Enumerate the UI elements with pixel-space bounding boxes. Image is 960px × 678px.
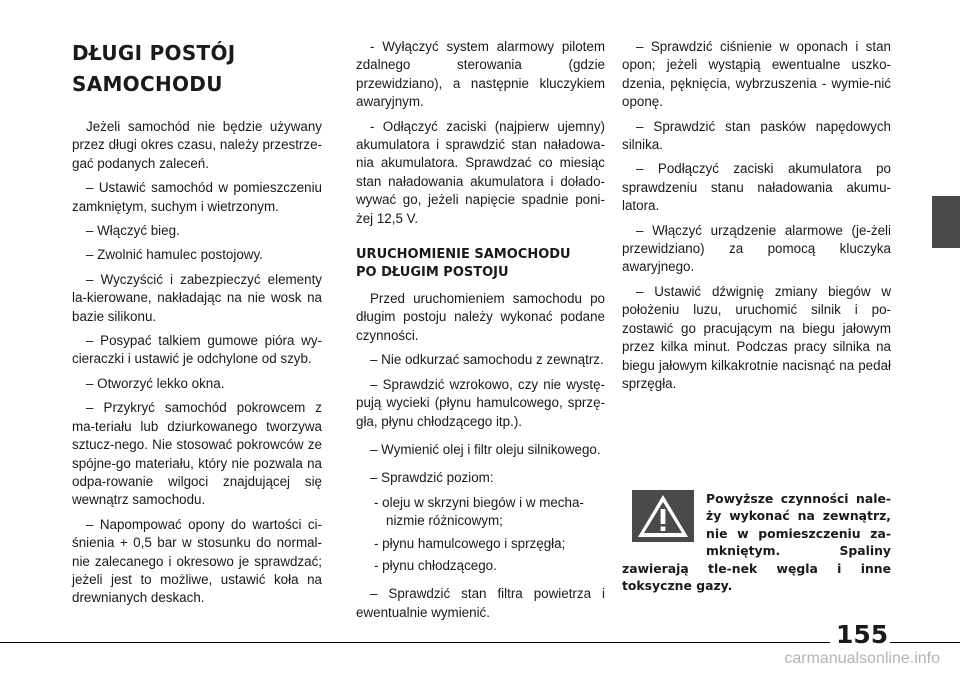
section-title-line-1: DŁUGI POSTÓJ <box>72 41 236 65</box>
warning-text: Powyższe czynności nale-ży wykonać na zewnątrz, nie w pomieszczeniu za-mkniętym. Spaliny zawierają tle-nek węgla i inne toksyczne gazy. <box>622 491 891 594</box>
list-item: – Napompować opony do wartości ci-śnienia + 0,5 bar w stosunku do normal-nie zalecanego i okresowo je sprawdzać; jeżeli jest to możliwe, ustawić koła na drewnianych deskach. <box>72 516 322 606</box>
list-item: – Wymienić olej i filtr oleju silnikowego. <box>370 441 601 457</box>
warning-triangle-icon <box>632 490 694 542</box>
list-item: – Sprawdzić stan filtra powietrza i ewentualnie wymienić. <box>356 586 605 620</box>
list-item: – Ustawić dźwignię zmiany biegów w położeniu luzu, uruchomić silnik i po-zostawić go pracującym na biegu jałowym przez kilka minut. Podczas pracy silnika na biegu jałowym kilkakrotnie nacisnąć na pedał sprzęgła. <box>622 283 891 391</box>
subsection-title-line-1: URUCHOMIENIE SAMOCHODU <box>356 247 571 263</box>
intro-paragraph: Jeżeli samochód nie będzie używany przez długi okres czasu, należy przestrze-gać podanych zaleceń. <box>72 119 322 171</box>
footer-rule <box>0 642 830 643</box>
list-item: – Włączyć bieg. <box>86 223 180 239</box>
watermark: carmanualsonline.info <box>784 650 940 667</box>
section-title-line-2: SAMOCHODU <box>72 72 223 96</box>
list-item: – Wyczyścić i zabezpieczyć elementy la-kierowane, nakładając na nie wosk na bazie silikonu. <box>72 271 322 324</box>
column-2 <box>356 38 605 628</box>
sub-list-item: - oleju w skrzyni biegów i w mecha-nizmie różnicowym; <box>374 494 584 529</box>
list-item: – Sprawdzić wzrokowo, czy nie wystę-pują wycieki (płynu hamulcowego, sprzę-gła, płynu chłodzącego itp.). <box>356 376 605 429</box>
list-item: – Sprawdzić poziom: <box>370 470 494 486</box>
list-item: – Przykryć samochód pokrowcem z ma-teriału lub dziurkowanego tworzywa sztucz-nego. Nie stosować pokrowców ze spójne-go materiału, który nie pozwala na odpa-rowanie wilgoci znajdującej się wewnątrz samochodu. <box>72 400 322 508</box>
sub-list-item: - płynu hamulcowego i sprzęgła; <box>374 535 566 551</box>
footer-rule <box>890 642 960 643</box>
column-3 <box>622 38 891 399</box>
list-item: – Włączyć urządzenie alarmowe (je-żeli przewidziano) za pomocą kluczyka awaryjnego. <box>622 222 891 275</box>
list-item: - Wyłączyć system alarmowy pilotem zdalnego sterowania (gdzie przewidziano), a następnie kluczykiem awaryjnym. <box>356 39 605 110</box>
list-item: – Otworzyć lekko okna. <box>86 375 225 391</box>
section-title <box>72 38 322 100</box>
warning-box <box>622 490 891 594</box>
list-item: – Podłączyć zaciski akumulatora po sprawdzeniu stanu naładowania akumu-latora. <box>622 161 891 214</box>
intro-paragraph: Przed uruchomieniem samochodu po długim postoju należy wykonać podane czynności. <box>356 291 605 343</box>
list-item: – Sprawdzić stan pasków napędowych silnika. <box>622 118 891 153</box>
list-item: – Zwolnić hamulec postojowy. <box>86 247 263 263</box>
subsection-title <box>356 246 605 282</box>
chapter-tab <box>932 196 960 248</box>
page-number: 155 <box>836 620 889 649</box>
sub-list-item: - płynu chłodzącego. <box>374 557 497 573</box>
list-item: - Odłączyć zaciski (najpierw ujemny) akumulatora i sprawdzić stan naładowa-nia akumulatora. Sprawdzać co miesiąc stan naładowania akumulatora i dołado-wywać go, jeżeli napięcie spadnie poni-żej 12,5 V. <box>356 118 605 226</box>
list-item: – Posypać talkiem gumowe pióra wy-cieraczki i ustawić je odchylone od szyb. <box>72 333 322 367</box>
subsection-title-line-2: PO DŁUGIM POSTOJU <box>356 265 509 281</box>
list-item: – Nie odkurzać samochodu z zewnątrz. <box>370 352 604 368</box>
list-item: – Ustawić samochód w pomieszczeniu zamkniętym, suchym i wietrzonym. <box>72 180 322 214</box>
column-1 <box>72 38 322 614</box>
list-item: – Sprawdzić ciśnienie w oponach i stan opon; jeżeli wystąpią ewentualne uszko-dzenia, pęknięcia, wybrzuszenia - wymie-nić oponę. <box>622 39 891 110</box>
